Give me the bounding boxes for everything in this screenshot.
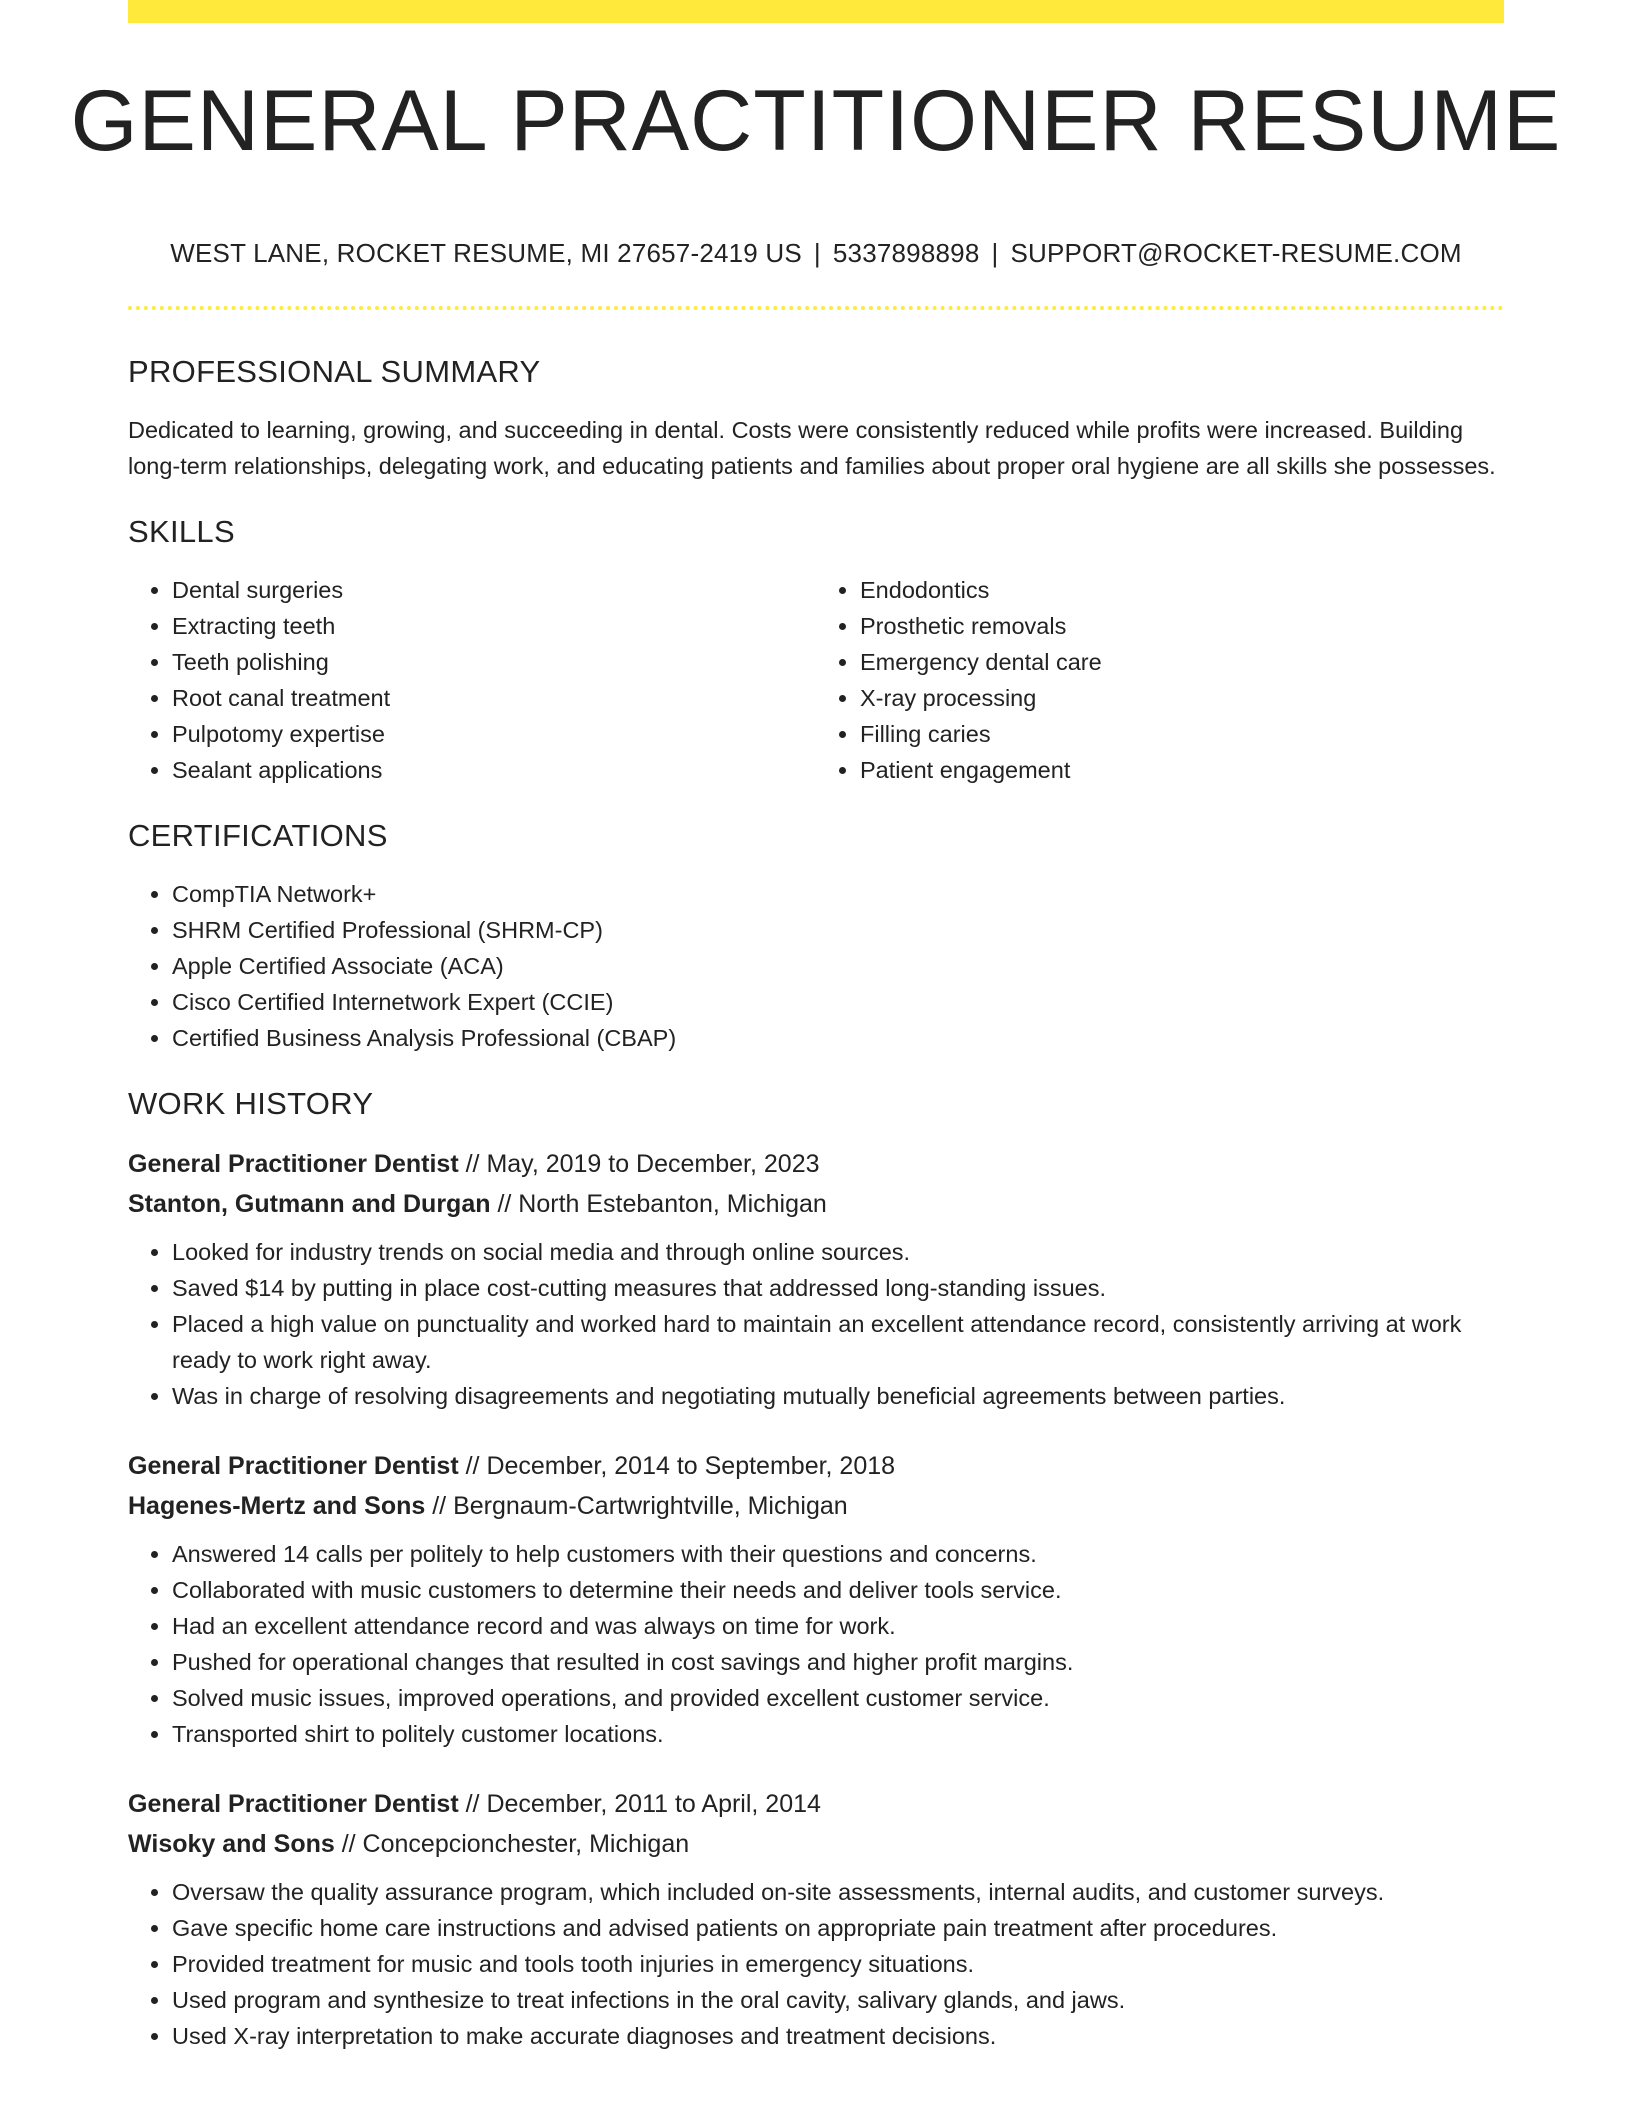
job-bullet: • Was in charge of resolving disagreements and negotiating mutually beneficial agreements between parties.	[172, 1378, 1504, 1414]
skill-item: • Teeth polishing	[172, 644, 816, 680]
job-company: Stanton, Gutmann and Durgan	[128, 1190, 491, 1218]
certification-item: • SHRM Certified Professional (SHRM-CP)	[172, 912, 1504, 948]
contact-email: SUPPORT@ROCKET-RESUME.COM	[1010, 238, 1462, 268]
job-bullets	[128, 1874, 1504, 2054]
job-title-line	[128, 1144, 1504, 1184]
skill-item: • Endodontics	[860, 572, 1504, 608]
job-company-line	[128, 1824, 1504, 1864]
job-location: // North Estebanton, Michigan	[490, 1190, 827, 1218]
certification-item: • CompTIA Network+	[172, 876, 1504, 912]
skill-item: • Filling caries	[860, 716, 1504, 752]
skills-list-left	[128, 572, 816, 788]
job-dates: // December, 2011 to April, 2014	[458, 1790, 821, 1818]
skill-item: • Emergency dental care	[860, 644, 1504, 680]
job-dates: // May, 2019 to December, 2023	[458, 1150, 820, 1178]
job-bullet: • Placed a high value on punctuality and worked hard to maintain an excellent attendance record, consistently arriving at work ready to work right away.	[172, 1306, 1504, 1378]
skill-item: • Patient engagement	[860, 752, 1504, 788]
job-title: General Practitioner Dentist	[128, 1452, 459, 1480]
job-bullet: • Pushed for operational changes that resulted in cost savings and higher profit margins.	[172, 1644, 1504, 1680]
skill-item: • Prosthetic removals	[860, 608, 1504, 644]
job-company: Wisoky and Sons	[128, 1830, 335, 1858]
top-accent-bar	[128, 0, 1504, 23]
job-bullet: • Used X-ray interpretation to make accurate diagnoses and treatment decisions.	[172, 2018, 1504, 2054]
contact-separator: |	[813, 238, 821, 268]
job-location: // Bergnaum-Cartwrightville, Michigan	[425, 1492, 848, 1520]
job-bullet: • Looked for industry trends on social media and through online sources.	[172, 1234, 1504, 1270]
skills-heading: SKILLS	[128, 514, 235, 549]
job-location: // Concepcionchester, Michigan	[334, 1830, 690, 1858]
job-bullets	[128, 1536, 1504, 1752]
certifications-list	[128, 876, 1504, 1056]
resume-title: GENERAL PRACTITIONER RESUME	[70, 73, 1562, 169]
job-company-line	[128, 1184, 1504, 1224]
job-company: Hagenes-Mertz and Sons	[128, 1492, 426, 1520]
skill-item: • Extracting teeth	[172, 608, 816, 644]
contact-separator: |	[991, 238, 999, 268]
contact-phone: 5337898898	[832, 238, 980, 268]
job-bullet: • Had an excellent attendance record and was always on time for work.	[172, 1608, 1504, 1644]
job-bullet: • Oversaw the quality assurance program, which included on-site assessments, internal audits, and customer surveys.	[172, 1874, 1504, 1910]
contact-line	[0, 238, 1632, 269]
resume-content	[128, 354, 1504, 2086]
job-dates: // December, 2014 to September, 2018	[458, 1452, 896, 1480]
job-title-line	[128, 1446, 1504, 1486]
skill-item: • Sealant applications	[172, 752, 816, 788]
job-bullet: • Used program and synthesize to treat infections in the oral cavity, salivary glands, and jaws.	[172, 1982, 1504, 2018]
job-bullets	[128, 1234, 1504, 1414]
job-bullet: • Saved $14 by putting in place cost-cutting measures that addressed long-standing issues.	[172, 1270, 1504, 1306]
job-entry	[128, 1446, 1504, 1752]
job-bullet: • Collaborated with music customers to determine their needs and deliver tools service.	[172, 1572, 1504, 1608]
skill-item: • X-ray processing	[860, 680, 1504, 716]
skill-item: • Dental surgeries	[172, 572, 816, 608]
certification-item: • Cisco Certified Internetwork Expert (CCIE)	[172, 984, 1504, 1020]
contact-address: WEST LANE, ROCKET RESUME, MI 27657-2419 US	[170, 238, 802, 268]
job-title-line	[128, 1784, 1504, 1824]
job-entry	[128, 1784, 1504, 2054]
work-history-heading: WORK HISTORY	[128, 1086, 374, 1121]
job-bullet: • Gave specific home care instructions and advised patients on appropriate pain treatment after procedures.	[172, 1910, 1504, 1946]
skills-list-right	[816, 572, 1504, 788]
job-bullet: • Solved music issues, improved operations, and provided excellent customer service.	[172, 1680, 1504, 1716]
certifications-heading: CERTIFICATIONS	[128, 818, 388, 853]
summary-heading: PROFESSIONAL SUMMARY	[128, 354, 541, 389]
job-company-line	[128, 1486, 1504, 1526]
summary-text: Dedicated to learning, growing, and succeeding in dental. Costs were consistently reduced while profits were increased. Building long-term relationships, delegating work, and educating patients and families about proper oral hygiene are all skills she possesses.	[128, 417, 1496, 479]
job-entry	[128, 1144, 1504, 1414]
job-bullet: • Transported shirt to politely customer locations.	[172, 1716, 1504, 1752]
skill-item: • Root canal treatment	[172, 680, 816, 716]
job-bullet: • Answered 14 calls per politely to help customers with their questions and concerns.	[172, 1536, 1504, 1572]
skills-columns	[128, 572, 1504, 788]
job-title: General Practitioner Dentist	[128, 1790, 459, 1818]
job-title: General Practitioner Dentist	[128, 1150, 459, 1178]
certification-item: • Apple Certified Associate (ACA)	[172, 948, 1504, 984]
dotted-divider	[128, 306, 1504, 310]
certification-item: • Certified Business Analysis Professional (CBAP)	[172, 1020, 1504, 1056]
skill-item: • Pulpotomy expertise	[172, 716, 816, 752]
job-bullet: • Provided treatment for music and tools tooth injuries in emergency situations.	[172, 1946, 1504, 1982]
